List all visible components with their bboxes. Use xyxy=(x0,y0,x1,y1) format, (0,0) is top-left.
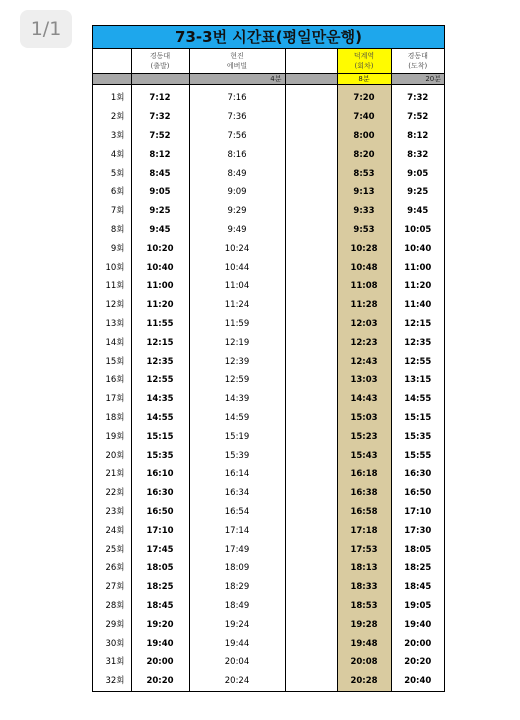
time-cell xyxy=(285,484,337,503)
time-cell xyxy=(285,315,337,334)
time-cell: 13:15 xyxy=(391,371,444,390)
time-cell: 8:00 xyxy=(337,127,391,146)
time-cell: 20:20 xyxy=(391,653,444,672)
timetable-row xyxy=(93,615,444,634)
time-cell: 19:24 xyxy=(189,615,285,634)
time-cell: 9:53 xyxy=(337,221,391,240)
time-cell: 15:55 xyxy=(391,446,444,465)
travel-minutes-cell: 20분 xyxy=(391,74,444,85)
run-number-cell: 23회 xyxy=(105,506,125,517)
time-cell: 7:40 xyxy=(337,108,391,127)
time-cell: 14:55 xyxy=(391,390,444,409)
timetable-row xyxy=(93,108,444,127)
time-cell: 15:23 xyxy=(337,427,391,446)
column-header-line2: (도착) xyxy=(408,62,428,70)
time-cell xyxy=(285,371,337,390)
column-header-2 xyxy=(189,49,285,74)
timetable-row xyxy=(93,484,444,503)
timetable-row xyxy=(93,258,444,277)
time-cell xyxy=(285,446,337,465)
time-cell: 7:36 xyxy=(189,108,285,127)
timetable-row xyxy=(93,371,444,390)
time-cell: 12:43 xyxy=(337,352,391,371)
time-cell: 10:44 xyxy=(189,258,285,277)
time-cell: 11:00 xyxy=(131,277,189,296)
run-number-cell: 32회 xyxy=(105,676,125,687)
timetable-row xyxy=(93,427,444,446)
timetable-row xyxy=(93,390,444,409)
time-cell: 11:20 xyxy=(131,296,189,315)
time-cell xyxy=(285,465,337,484)
time-cell: 12:55 xyxy=(131,371,189,390)
time-cell: 8:45 xyxy=(131,164,189,183)
time-cell xyxy=(285,597,337,616)
time-cell: 8:32 xyxy=(391,145,444,164)
time-cell xyxy=(285,333,337,352)
time-cell: 18:49 xyxy=(189,597,285,616)
column-header-line1: 경동대 xyxy=(149,52,171,60)
time-cell xyxy=(285,672,337,691)
time-cell: 14:43 xyxy=(337,390,391,409)
time-cell: 15:43 xyxy=(337,446,391,465)
run-number-cell: 9회 xyxy=(110,243,125,254)
time-cell: 15:15 xyxy=(131,427,189,446)
column-header-line1: 경동대 xyxy=(407,52,428,60)
time-cell: 16:58 xyxy=(337,503,391,522)
time-cell: 9:33 xyxy=(337,202,391,221)
time-cell xyxy=(285,127,337,146)
timetable-row xyxy=(93,465,444,484)
time-cell: 18:45 xyxy=(131,597,189,616)
time-cell xyxy=(285,296,337,315)
page-indicator: 1/1 xyxy=(20,10,72,48)
time-cell: 16:30 xyxy=(131,484,189,503)
time-cell: 10:48 xyxy=(337,258,391,277)
time-cell: 19:28 xyxy=(337,615,391,634)
time-cell: 12:39 xyxy=(189,352,285,371)
time-cell: 16:10 xyxy=(131,465,189,484)
time-cell: 15:35 xyxy=(391,427,444,446)
time-cell: 10:05 xyxy=(391,221,444,240)
time-cell: 7:52 xyxy=(391,108,444,127)
travel-minutes-row xyxy=(93,74,444,85)
time-cell: 10:28 xyxy=(337,239,391,258)
timetable-row xyxy=(93,409,444,428)
time-cell: 11:04 xyxy=(189,277,285,296)
timetable-row xyxy=(93,239,444,258)
time-cell: 20:40 xyxy=(391,672,444,691)
travel-minutes-cell xyxy=(131,74,189,85)
timetable-row xyxy=(93,653,444,672)
time-cell: 16:50 xyxy=(131,503,189,522)
time-cell: 14:59 xyxy=(189,409,285,428)
time-cell: 7:16 xyxy=(189,89,285,108)
run-number-cell: 20회 xyxy=(105,450,125,461)
time-cell: 19:05 xyxy=(391,597,444,616)
time-cell: 11:00 xyxy=(391,258,444,277)
time-cell: 12:35 xyxy=(391,333,444,352)
run-number-cell: 1회 xyxy=(110,93,125,104)
column-header-3 xyxy=(285,49,337,74)
time-cell: 10:24 xyxy=(189,239,285,258)
time-cell xyxy=(285,615,337,634)
time-cell xyxy=(285,145,337,164)
time-cell xyxy=(285,183,337,202)
run-number-cell: 21회 xyxy=(105,469,125,480)
time-cell xyxy=(285,409,337,428)
timetable-row xyxy=(93,503,444,522)
time-cell: 18:29 xyxy=(189,578,285,597)
timetable-row xyxy=(93,559,444,578)
column-header-line1: 현진 xyxy=(230,52,244,60)
time-cell: 15:15 xyxy=(391,409,444,428)
timetable-row xyxy=(93,202,444,221)
time-cell xyxy=(285,277,337,296)
time-cell: 17:10 xyxy=(131,521,189,540)
time-cell: 19:40 xyxy=(131,634,189,653)
time-cell: 9:09 xyxy=(189,183,285,202)
travel-minutes-cell xyxy=(93,74,131,85)
time-cell: 8:53 xyxy=(337,164,391,183)
time-cell xyxy=(285,108,337,127)
timetable-row xyxy=(93,315,444,334)
time-cell xyxy=(285,202,337,221)
time-cell: 17:30 xyxy=(391,521,444,540)
time-cell: 16:14 xyxy=(189,465,285,484)
timetable-row xyxy=(93,296,444,315)
run-number-cell: 11회 xyxy=(105,281,125,292)
column-header-4 xyxy=(337,49,391,74)
run-number-cell: 7회 xyxy=(110,206,125,217)
run-number-cell: 2회 xyxy=(110,112,125,123)
time-cell: 12:19 xyxy=(189,333,285,352)
time-cell: 7:20 xyxy=(337,89,391,108)
time-cell: 15:19 xyxy=(189,427,285,446)
time-cell: 10:40 xyxy=(391,239,444,258)
time-cell xyxy=(285,258,337,277)
time-cell xyxy=(285,634,337,653)
time-cell xyxy=(285,559,337,578)
run-number-cell: 5회 xyxy=(110,168,125,179)
time-cell: 7:56 xyxy=(189,127,285,146)
time-cell: 11:20 xyxy=(391,277,444,296)
run-number-cell: 28회 xyxy=(105,600,125,611)
time-cell: 14:55 xyxy=(131,409,189,428)
time-cell: 16:18 xyxy=(337,465,391,484)
run-number-cell: 26회 xyxy=(105,563,125,574)
time-cell: 18:05 xyxy=(131,559,189,578)
run-number-cell: 19회 xyxy=(105,431,125,442)
run-number-cell: 27회 xyxy=(105,582,125,593)
timetable-row xyxy=(93,352,444,371)
time-cell xyxy=(285,164,337,183)
time-cell: 11:24 xyxy=(189,296,285,315)
time-cell xyxy=(285,521,337,540)
time-cell: 18:25 xyxy=(391,559,444,578)
column-header-1 xyxy=(131,49,189,74)
run-number-cell: 16회 xyxy=(105,375,125,386)
run-number-cell: 13회 xyxy=(105,318,125,329)
run-number-cell: 17회 xyxy=(105,394,125,405)
timetable-row xyxy=(93,183,444,202)
time-cell: 20:04 xyxy=(189,653,285,672)
timetable-row xyxy=(93,333,444,352)
time-cell: 9:25 xyxy=(391,183,444,202)
time-cell xyxy=(285,352,337,371)
time-cell: 12:59 xyxy=(189,371,285,390)
time-cell: 16:30 xyxy=(391,465,444,484)
run-number-cell: 24회 xyxy=(105,525,125,536)
time-cell: 7:52 xyxy=(131,127,189,146)
time-cell: 10:20 xyxy=(131,239,189,258)
time-cell: 17:18 xyxy=(337,521,391,540)
time-cell: 12:55 xyxy=(391,352,444,371)
time-cell xyxy=(285,427,337,446)
time-cell: 12:03 xyxy=(337,315,391,334)
column-header-line2: (출발) xyxy=(150,62,170,70)
time-cell: 8:20 xyxy=(337,145,391,164)
timetable-row xyxy=(93,145,444,164)
run-number-cell: 6회 xyxy=(110,187,125,198)
time-cell: 10:40 xyxy=(131,258,189,277)
column-header-line1: 덕계역 xyxy=(353,52,375,60)
time-cell: 9:25 xyxy=(131,202,189,221)
time-cell: 16:38 xyxy=(337,484,391,503)
timetable-row xyxy=(93,164,444,183)
time-cell: 19:48 xyxy=(337,634,391,653)
time-cell xyxy=(285,89,337,108)
time-cell xyxy=(285,540,337,559)
time-cell: 19:20 xyxy=(131,615,189,634)
timetable-row xyxy=(93,578,444,597)
time-cell xyxy=(285,221,337,240)
time-cell: 15:03 xyxy=(337,409,391,428)
run-number-cell: 29회 xyxy=(105,619,125,630)
time-cell: 20:00 xyxy=(391,634,444,653)
run-number-cell: 8회 xyxy=(110,224,125,235)
time-cell: 12:15 xyxy=(131,333,189,352)
run-number-cell: 30회 xyxy=(105,638,125,649)
time-cell: 16:50 xyxy=(391,484,444,503)
time-cell xyxy=(285,653,337,672)
time-cell: 18:45 xyxy=(391,578,444,597)
time-cell: 7:12 xyxy=(131,89,189,108)
time-cell: 12:35 xyxy=(131,352,189,371)
time-cell: 18:53 xyxy=(337,597,391,616)
run-number-cell: 10회 xyxy=(105,262,125,273)
time-cell: 16:54 xyxy=(189,503,285,522)
time-cell: 20:00 xyxy=(131,653,189,672)
time-cell: 18:09 xyxy=(189,559,285,578)
timetable-sheet xyxy=(92,25,445,692)
time-cell xyxy=(285,390,337,409)
time-cell: 9:05 xyxy=(131,183,189,202)
time-cell: 12:15 xyxy=(391,315,444,334)
travel-minutes-cell xyxy=(285,74,337,85)
time-cell: 11:40 xyxy=(391,296,444,315)
run-number-cell: 4회 xyxy=(110,149,125,160)
run-number-cell: 18회 xyxy=(105,412,125,423)
timetable-row xyxy=(93,521,444,540)
run-number-cell: 22회 xyxy=(105,488,125,499)
time-cell: 11:28 xyxy=(337,296,391,315)
time-cell: 12:23 xyxy=(337,333,391,352)
time-cell: 8:49 xyxy=(189,164,285,183)
timetable-row xyxy=(93,446,444,465)
timetable-row xyxy=(93,634,444,653)
column-header-row xyxy=(93,49,444,74)
time-cell: 19:40 xyxy=(391,615,444,634)
time-cell: 17:49 xyxy=(189,540,285,559)
run-number-cell: 25회 xyxy=(105,544,125,555)
run-number-cell: 31회 xyxy=(105,657,125,668)
time-cell: 8:16 xyxy=(189,145,285,164)
timetable-row xyxy=(93,221,444,240)
time-cell: 17:10 xyxy=(391,503,444,522)
time-cell: 15:39 xyxy=(189,446,285,465)
travel-minutes-cell: 4분 xyxy=(189,74,285,85)
column-header-0 xyxy=(93,49,131,74)
time-cell: 17:45 xyxy=(131,540,189,559)
travel-minutes-cell: 8분 xyxy=(337,74,391,85)
time-cell xyxy=(285,503,337,522)
time-cell: 18:05 xyxy=(391,540,444,559)
time-cell: 18:33 xyxy=(337,578,391,597)
time-cell: 20:20 xyxy=(131,672,189,691)
time-cell: 9:29 xyxy=(189,202,285,221)
time-cell: 11:59 xyxy=(189,315,285,334)
time-cell: 14:35 xyxy=(131,390,189,409)
time-cell: 20:24 xyxy=(189,672,285,691)
time-cell: 8:12 xyxy=(391,127,444,146)
time-cell: 20:08 xyxy=(337,653,391,672)
timetable-row xyxy=(93,277,444,296)
time-cell: 7:32 xyxy=(131,108,189,127)
time-cell: 9:49 xyxy=(189,221,285,240)
time-cell: 9:05 xyxy=(391,164,444,183)
time-cell: 20:28 xyxy=(337,672,391,691)
timetable-row xyxy=(93,597,444,616)
time-cell: 19:44 xyxy=(189,634,285,653)
time-cell: 9:13 xyxy=(337,183,391,202)
time-cell: 9:45 xyxy=(391,202,444,221)
time-cell: 7:32 xyxy=(391,89,444,108)
time-cell: 15:35 xyxy=(131,446,189,465)
time-cell: 18:25 xyxy=(131,578,189,597)
timetable-row xyxy=(93,89,444,108)
timetable-body xyxy=(93,85,444,691)
time-cell: 17:53 xyxy=(337,540,391,559)
time-cell: 17:14 xyxy=(189,521,285,540)
time-cell: 13:03 xyxy=(337,371,391,390)
time-cell xyxy=(285,578,337,597)
time-cell xyxy=(285,239,337,258)
timetable-row xyxy=(93,127,444,146)
timetable xyxy=(93,49,444,691)
column-header-line2: (회차) xyxy=(354,62,374,70)
timetable-title: 73-3번 시간표(평일만운행) xyxy=(93,26,444,49)
time-cell: 11:55 xyxy=(131,315,189,334)
timetable-row xyxy=(93,672,444,691)
time-cell: 16:34 xyxy=(189,484,285,503)
time-cell: 18:13 xyxy=(337,559,391,578)
time-cell: 8:12 xyxy=(131,145,189,164)
column-header-5 xyxy=(391,49,444,74)
time-cell: 9:45 xyxy=(131,221,189,240)
run-number-cell: 3회 xyxy=(110,130,125,141)
run-number-cell: 14회 xyxy=(105,337,125,348)
time-cell: 11:08 xyxy=(337,277,391,296)
timetable-row xyxy=(93,540,444,559)
run-number-cell: 15회 xyxy=(105,356,125,367)
column-header-line2: 에버빌 xyxy=(226,62,248,70)
run-number-cell: 12회 xyxy=(105,300,125,311)
time-cell: 14:39 xyxy=(189,390,285,409)
